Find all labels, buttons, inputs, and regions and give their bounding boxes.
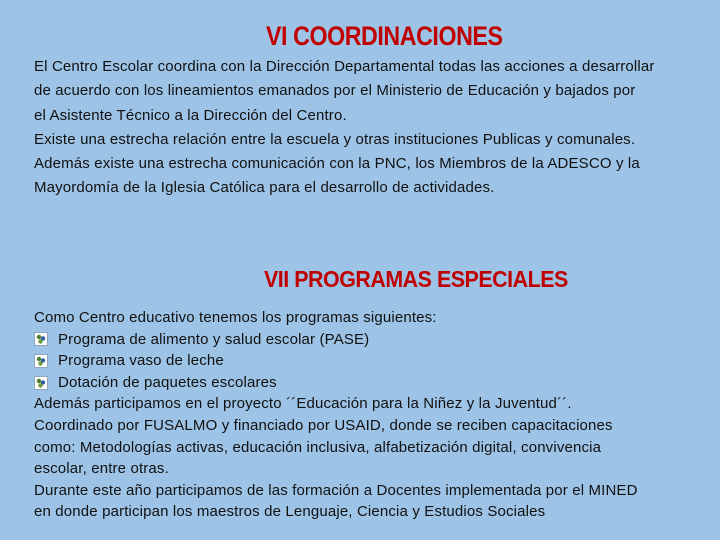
text-line: Mayordomía de la Iglesia Católica para el desarrollo de actividades. [34,179,495,197]
text-line: en donde participan los maestros de Lenguaje, Ciencia y Estudios Sociales [34,503,546,521]
text-line: escolar, entre otras. [34,460,169,478]
program-list-item [34,372,704,394]
text-line: Coordinado por FUSALMO y financiado por USAID, donde se reciben capacitaciones [34,416,613,434]
section-title-coordinaciones: VI COORDINACIONES [266,21,503,51]
picture-bullet-icon [34,332,48,346]
text-line: de acuerdo con los lineamientos emanados por el Ministerio de Educación y bajados por [34,82,636,100]
text-line: el Asistente Técnico a la Dirección del Centro. [34,106,347,124]
picture-bullet-icon [34,376,48,390]
program-label: Programa vaso de leche [58,352,224,370]
text-line: El Centro Escolar coordina con la Dirección Departamental todas las acciones a desarrollar [34,58,655,75]
text-line: Además existe una estrecha comunicación con la PNC, los Miembros de la ADESCO y la [34,155,640,173]
program-label: Programa de alimento y salud escolar (PASE) [58,330,370,348]
picture-bullet-icon [34,354,48,368]
text-line: Existe una estrecha relación entre la escuela y otras instituciones Publicas y comunales. [34,130,636,148]
text-line: Durante este año participamos de las formación a Docentes implementada por el MINED [34,481,638,499]
section-title-programas-especiales: VII PROGRAMAS ESPECIALES [264,266,568,292]
program-list-item [34,329,704,351]
program-label: Dotación de paquetes escolares [58,373,277,391]
programas-paragraph [34,307,704,523]
programs-intro-line: Como Centro educativo tenemos los programas siguientes: [34,309,437,326]
text-line: Además participamos en el proyecto ´´Educación para la Niñez y la Juventud´´. [34,395,572,413]
coordinaciones-paragraph [34,55,704,201]
text-line: como: Metodologías activas, educación inclusiva, alfabetización digital, convivencia [34,438,602,456]
program-list-item [34,350,704,372]
